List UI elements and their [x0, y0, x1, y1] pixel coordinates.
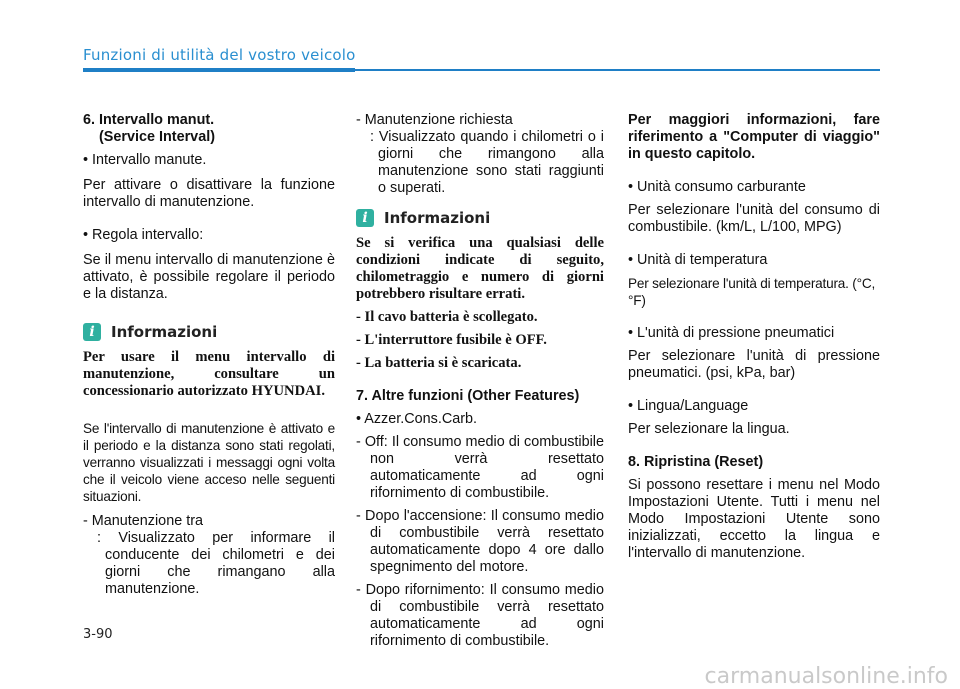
info-text: Se si verifica una qualsiasi delle condizioni indicate di seguito, chilometraggio e numero di giorni potrebbero risultare errati. [356, 235, 604, 302]
heading-service-interval-sub: (Service Interval) [99, 129, 215, 145]
page-number: 3-90 [83, 627, 113, 642]
heading-service-interval: 6. Intervallo manut. [83, 112, 215, 128]
info-title: Informazioni [384, 208, 491, 227]
section-title: Funzioni di utilità del vostro veicolo [83, 46, 356, 64]
dash-item: - Dopo rifornimento: Il consumo medio di combustibile verrà resettato automaticamente ad ogni rifornimento di combustibile. [356, 582, 604, 649]
dash-item-text: : Visualizzato quando i chilometri o i giorni che rimangono alla manutenzione sono stati raggiunti o superati. [370, 129, 604, 196]
bullet-language: • Lingua/Language [628, 398, 749, 414]
watermark: carmanualsonline.info [704, 664, 948, 689]
column-middle [356, 112, 604, 650]
info-text: Per usare il menu intervallo di manutenzione, consultare un concessionario autorizzato HYUNDAI. [83, 349, 335, 399]
bullet-regola: • Regola intervallo: [83, 227, 204, 243]
dash-item: - Off: Il consumo medio di combustibile non verrà resettato automaticamente ad ogni rifornimento di combustibile. [356, 434, 604, 501]
column-right [628, 112, 880, 562]
paragraph: Per selezionare la lingua. [628, 421, 790, 437]
info-list-item: - Il cavo batteria è scollegato. [356, 309, 538, 325]
paragraph: Se l'intervallo di manutenzione è attivato e il periodo e la distanza sono stati regolati, verranno visualizzati i messaggi ogni volta che il veicolo viene acceso nelle seguenti situazioni. [83, 421, 335, 504]
bullet-intervallo: • Intervallo manute. [83, 152, 207, 168]
dash-item: - Manutenzione richiesta [356, 112, 513, 128]
paragraph: Si possono resettare i menu nel Modo Impostazioni Utente. Tutti i menu nel Modo Impostazioni Utente sono inizializzati, eccetto la lingua e l'intervallo di manutenzione. [628, 477, 880, 561]
info-icon: i [83, 323, 101, 341]
header-rule-thick [83, 68, 355, 72]
dash-item: - Manutenzione tra [83, 513, 203, 529]
bullet-azzer: • Azzer.Cons.Carb. [356, 411, 478, 427]
bullet-fuel-unit: • Unità consumo carburante [628, 179, 806, 195]
dash-item-text: : Visualizzato per informare il conducente dei chilometri e dei giorni che rimangano alla manutenzione. [97, 530, 335, 597]
heading-other-features: 7. Altre funzioni (Other Features) [356, 388, 580, 404]
bullet-temp-unit: • Unità di temperatura [628, 252, 768, 268]
dash-item: - Dopo l'accensione: Il consumo medio di combustibile verrà resettato automaticamente dopo 4 ore dallo spegnimento del motore. [356, 508, 604, 575]
intro-note: Per maggiori informazioni, fare riferimento a "Computer di viaggio" in questo capitolo. [628, 112, 880, 162]
info-title: Informazioni [111, 322, 218, 341]
paragraph: Per selezionare l'unità di temperatura. (°C,°F) [628, 276, 876, 308]
column-left [83, 112, 335, 598]
header-rule-thin [355, 69, 880, 71]
info-heading [83, 323, 335, 341]
heading-reset: 8. Ripristina (Reset) [628, 454, 764, 470]
info-heading [356, 209, 604, 227]
paragraph: Per selezionare l'unità del consumo di combustibile. (km/L, L/100, MPG) [628, 202, 880, 235]
info-list-item: - L'interruttore fusibile è OFF. [356, 332, 547, 348]
paragraph: Se il menu intervallo di manutenzione è attivato, è possibile regolare il periodo e la distanza. [83, 252, 335, 302]
bullet-pressure-unit: • L'unità di pressione pneumatici [628, 325, 835, 341]
paragraph: Per selezionare l'unità di pressione pneumatici. (psi, kPa, bar) [628, 348, 880, 381]
info-list-item: - La batteria si è scaricata. [356, 355, 522, 371]
info-icon: i [356, 209, 374, 227]
paragraph: Per attivare o disattivare la funzione intervallo di manutenzione. [83, 177, 335, 210]
